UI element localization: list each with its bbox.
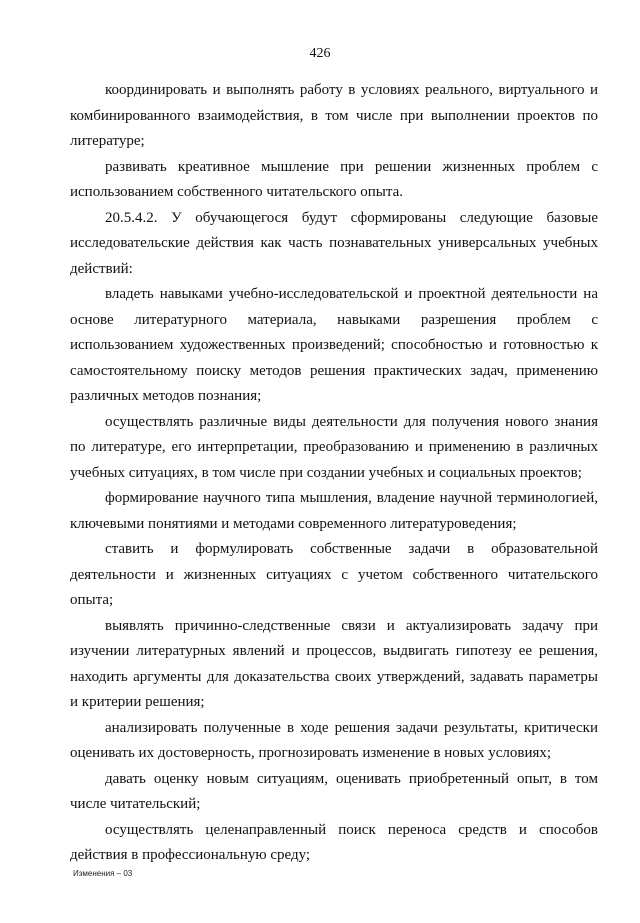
paragraph-11: осуществлять целенаправленный поиск переноса средств и способов действия в профессиональную среду; — [70, 821, 598, 863]
paragraph-5: осуществлять различные виды деятельности для получения нового знания по литературе, его интерпретации, преобразованию и применению в различных учебных ситуациях, в том числе при создании учебных и социальных проектов; — [70, 413, 598, 481]
paragraph-4: владеть навыками учебно-исследовательской и проектной деятельности на основе литературного материала, навыками разрешения проблем с использованием художественных произведений; способностью и готовностью к самостоятельному поиску методов решения практических задач, применению различных методов познания; — [70, 286, 598, 404]
paragraph-8: выявлять причинно-следственные связи и актуализировать задачу при изучении литературных явлений и процессов, выдвигать гипотезу ее решения, находить аргументы для доказательства своих утверждений, задавать параметры и критерии решения; — [70, 617, 598, 710]
paragraph-7: ставить и формулировать собственные задачи в образовательной деятельности и жизненных ситуациях с учетом собственного читательского опыта; — [70, 541, 598, 608]
paragraph-9: анализировать полученные в ходе решения задачи результаты, критически оценивать их достоверность, прогнозировать изменение в новых условиях; — [70, 719, 598, 761]
revision-footer: Изменения – 03 — [73, 869, 133, 878]
body-text — [70, 78, 598, 869]
page-number: 426 — [309, 46, 331, 61]
paragraph-2: развивать креативное мышление при решении жизненных проблем с использованием собственного читательского опыта. — [70, 158, 598, 200]
paragraph-1: координировать и выполнять работу в условиях реального, виртуального и комбинированного взаимодействия, в том числе при выполнении проектов по литературе; — [70, 82, 598, 149]
paragraph-10: давать оценку новым ситуациям, оценивать приобретенный опыт, в том числе читательский; — [70, 770, 598, 812]
paragraph-3: 20.5.4.2. У обучающегося будут сформированы следующие базовые исследовательские действия как часть познавательных универсальных учебных действий: — [70, 209, 598, 277]
paragraph-6: формирование научного типа мышления, владение научной терминологией, ключевыми понятиями и методами современного литературоведения; — [70, 490, 598, 532]
